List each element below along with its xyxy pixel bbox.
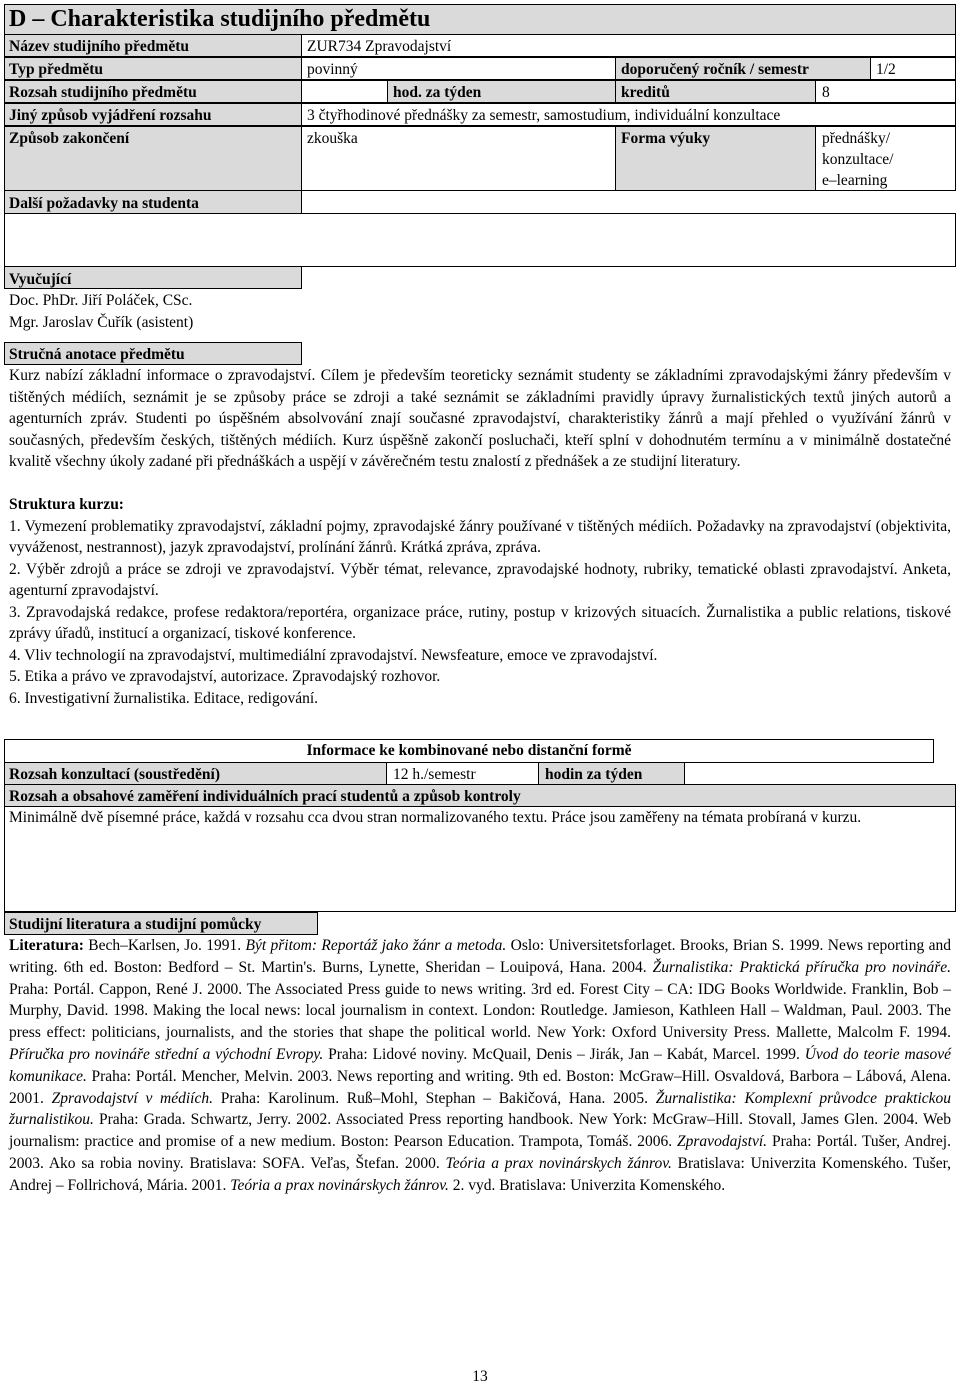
literature-run: Bech–Karlsen, Jo. 1991. bbox=[83, 937, 246, 954]
section-title: D – Charakteristika studijního předmětu bbox=[9, 6, 431, 32]
requirements-area bbox=[4, 213, 956, 267]
structure-item: 2. Výběr zdrojů a práce se zdroji ve zpravodajství. Výběr témat, relevance, zpravodajské hodnoty, rubriky, tematické oblasti zpravodajství. Anketa, agenturní zpravodajství. bbox=[9, 560, 951, 599]
literature-text bbox=[9, 935, 951, 1197]
hours-label: hod. za týden bbox=[393, 84, 482, 101]
other-scope-value: 3 čtyřhodinové přednášky za semestr, samostudium, individuální konzultace bbox=[307, 107, 781, 124]
literature-title: Zpravodajství. bbox=[677, 1133, 768, 1151]
consult-value: 12 h./semestr bbox=[393, 766, 476, 783]
literature-run: 2. vyd. Bratislava: Univerzita Komenského. bbox=[448, 1176, 726, 1194]
name-value: ZUR734 Zpravodajství bbox=[307, 38, 452, 55]
structure-item: 6. Investigativní žurnalistika. Editace, redigování. bbox=[9, 689, 319, 707]
literature-run: Praha: Portál. Mencher, Melvin. 2003. News reporting and writing. 9th ed. Boston: McGraw–Hill. Osvaldová, Barbora – Lábová, Alena. 2001. bbox=[9, 1067, 951, 1107]
form-value-3: e–learning bbox=[822, 172, 888, 189]
teachers-label: Vyučující bbox=[9, 271, 72, 288]
form-value-2: konzultace/ bbox=[822, 151, 894, 168]
page-number: 13 bbox=[472, 1368, 488, 1385]
structure-item: 3. Zpravodajská redakce, profese redaktora/reportéra, organizace práce, rutiny, postup v krizových situacích. Žurnalistika a public relations, tiskové zprávy úřadů, institucí a organizací, tiskové konference. bbox=[9, 603, 951, 642]
teacher-name-1: Doc. PhDr. Jiří Poláček, CSc. bbox=[9, 292, 193, 309]
structure-item: 4. Vliv technologií na zpravodajství, multimediální zpravodajství. Newsfeature, emoce ve zpravodajství. bbox=[9, 646, 658, 664]
credits-label: kreditů bbox=[621, 84, 670, 101]
spacer bbox=[9, 473, 951, 495]
year-value: 1/2 bbox=[876, 61, 896, 78]
consult-unit: hodin za týden bbox=[545, 766, 643, 783]
literature-run: Oslo: Universitetsforlaget. Brooks, Brian S. 1999. News reporting and writing. 6th ed. Boston: Bedford – St. Martin's. Burns, Lynette, Sheridan – Louipová, Hana. 2004. bbox=[9, 937, 951, 976]
annotation-body bbox=[9, 365, 951, 709]
literature-title: Žurnalistika: Komplexní průvodce praktickou žurnalistikou. bbox=[9, 1089, 952, 1129]
completion-label: Způsob zakončení bbox=[9, 130, 130, 147]
type-label: Typ předmětu bbox=[9, 61, 104, 78]
literature-run: Praha: Karolinum. Ruß–Mohl, Stephan – Bakičová, Hana. 2005. bbox=[213, 1089, 656, 1107]
works-area bbox=[4, 806, 956, 912]
literature-title: Příručka pro novináře střední a východní Evropy. bbox=[9, 1045, 324, 1063]
literature-label: Studijní literatura a studijní pomůcky bbox=[9, 916, 262, 933]
consult-label: Rozsah konzultací (soustředění) bbox=[9, 766, 220, 783]
requirements-label: Další požadavky na studenta bbox=[9, 195, 199, 212]
literature-body bbox=[9, 937, 951, 1194]
literature-title: Být přitom: Reportáž jako žánr a metoda. bbox=[245, 937, 507, 954]
distance-header: Informace ke kombinované nebo distanční formě bbox=[306, 742, 632, 759]
type-value: povinný bbox=[307, 61, 358, 78]
literature-title: Žurnalistika: Praktická příručka pro novináře. bbox=[652, 958, 951, 976]
literature-title: Zpravodajství v médiích. bbox=[51, 1089, 213, 1107]
other-scope-label: Jiný způsob vyjádření rozsahu bbox=[9, 107, 212, 124]
scope-value-cell bbox=[301, 80, 388, 103]
literature-title: Teória a prax novinárskych žánrov. bbox=[230, 1176, 449, 1194]
works-label: Rozsah a obsahové zaměření individuálních prací studentů a způsob kontroly bbox=[9, 788, 521, 805]
literature-run: Praha: Lidové noviny. McQuail, Denis – Jirák, Jan – Kabát, Marcel. 1999. bbox=[323, 1045, 805, 1063]
form-label: Forma výuky bbox=[621, 130, 711, 147]
structure-label: Struktura kurzu: bbox=[9, 496, 124, 513]
scope-label: Rozsah studijního předmětu bbox=[9, 84, 197, 101]
literature-title: Teória a prax novinárskych žánrov. bbox=[445, 1154, 672, 1172]
annotation-label: Stručná anotace předmětu bbox=[9, 346, 185, 363]
credits-value-cell bbox=[815, 80, 956, 103]
literature-run: Praha: Grada. Schwartz, Jerry. 2002. Associated Press reporting handbook. New York: McGraw–Hill. Stovall, James Glen. 2004. Web journalism: practice and promise of a new medium. Boston: Pearson Education. Trampota, Tomáš. 2006. bbox=[9, 1111, 951, 1151]
completion-value: zkouška bbox=[307, 130, 358, 147]
form-value-1: přednášky/ bbox=[822, 130, 891, 147]
works-text: Minimálně dvě písemné práce, každá v rozsahu cca dvou stran normalizovaného textu. Práce jsou zaměřeny na témata probíraná v kurzu. bbox=[9, 809, 862, 826]
literature-run: Praha: Portál. Cappon, René J. 2000. The Associated Press guide to news writing. 3rd ed. Forest City – CA: IDG Books Worldwide. Franklin, Bob – Murphy, David. 1998. Making the local news: local journalism in context. London: Routledge. Jamieson, Kathleen Hall – Waldman, Paul. 2003. The press effect: politicians, journalists, and the stories that shape the political world. New York: Oxford University Press. Mallette, Malcolm F. 1994. bbox=[9, 980, 951, 1042]
literature-run: Bratislava: Univerzita Komenského. Tušer, Andrej – Follrichová, Mária. 2001. bbox=[9, 1154, 952, 1194]
teacher-name-2: Mgr. Jaroslav Čuřík (asistent) bbox=[9, 314, 194, 331]
literature-lead: Literatura: bbox=[9, 937, 84, 954]
name-label: Název studijního předmětu bbox=[9, 38, 189, 55]
literature-run: Praha: Portál. Tušer, Andrej. 2003. Ako sa robia noviny. Bratislava: SOFA. Veľas, Štefan. 2000. bbox=[9, 1133, 951, 1172]
year-label: doporučený ročník / semestr bbox=[621, 61, 809, 78]
literature-title: Úvod do teorie masové komunikace. bbox=[9, 1045, 951, 1085]
structure-item: 1. Vymezení problematiky zpravodajství, základní pojmy, zpravodajské žánry používané v tištěných médiích. Požadavky na zpravodajství (objektivita, vyváženost, nestrannost), jazyk zpravodajství, prolínání žánrů. Krátká zpráva, zpráva. bbox=[9, 517, 951, 556]
credits-value: 8 bbox=[822, 84, 830, 101]
annotation-paragraph: Kurz nabízí základní informace o zpravodajství. Cílem je především teoreticky seznámit studenty se základními zpravodajskými žánry především v tištěných médiích, seznámit je se způsoby práce se zdroji a také seznámit se základními pravidly úpravy žurnalistických textů jiných autorů a agenturních zpráv. Studenti po úspěšném absolvování znají současné zpravodajství, charakteristiky žánrů a mají přehled o využívání žánrů v současných, především českých, tištěných médiích. Kurz úspěšně zakončí posluchači, kteří splní v dohodnutém termínu a v minimálně dostatečné kvalitě všechny úkoly zadané při přednáškách a uspějí v závěrečném testu znalostí z přednášek a ze studijní literatury. bbox=[9, 367, 951, 470]
structure-item: 5. Etika a právo ve zpravodajství, autorizace. Zpravodajský rozhovor. bbox=[9, 668, 441, 685]
